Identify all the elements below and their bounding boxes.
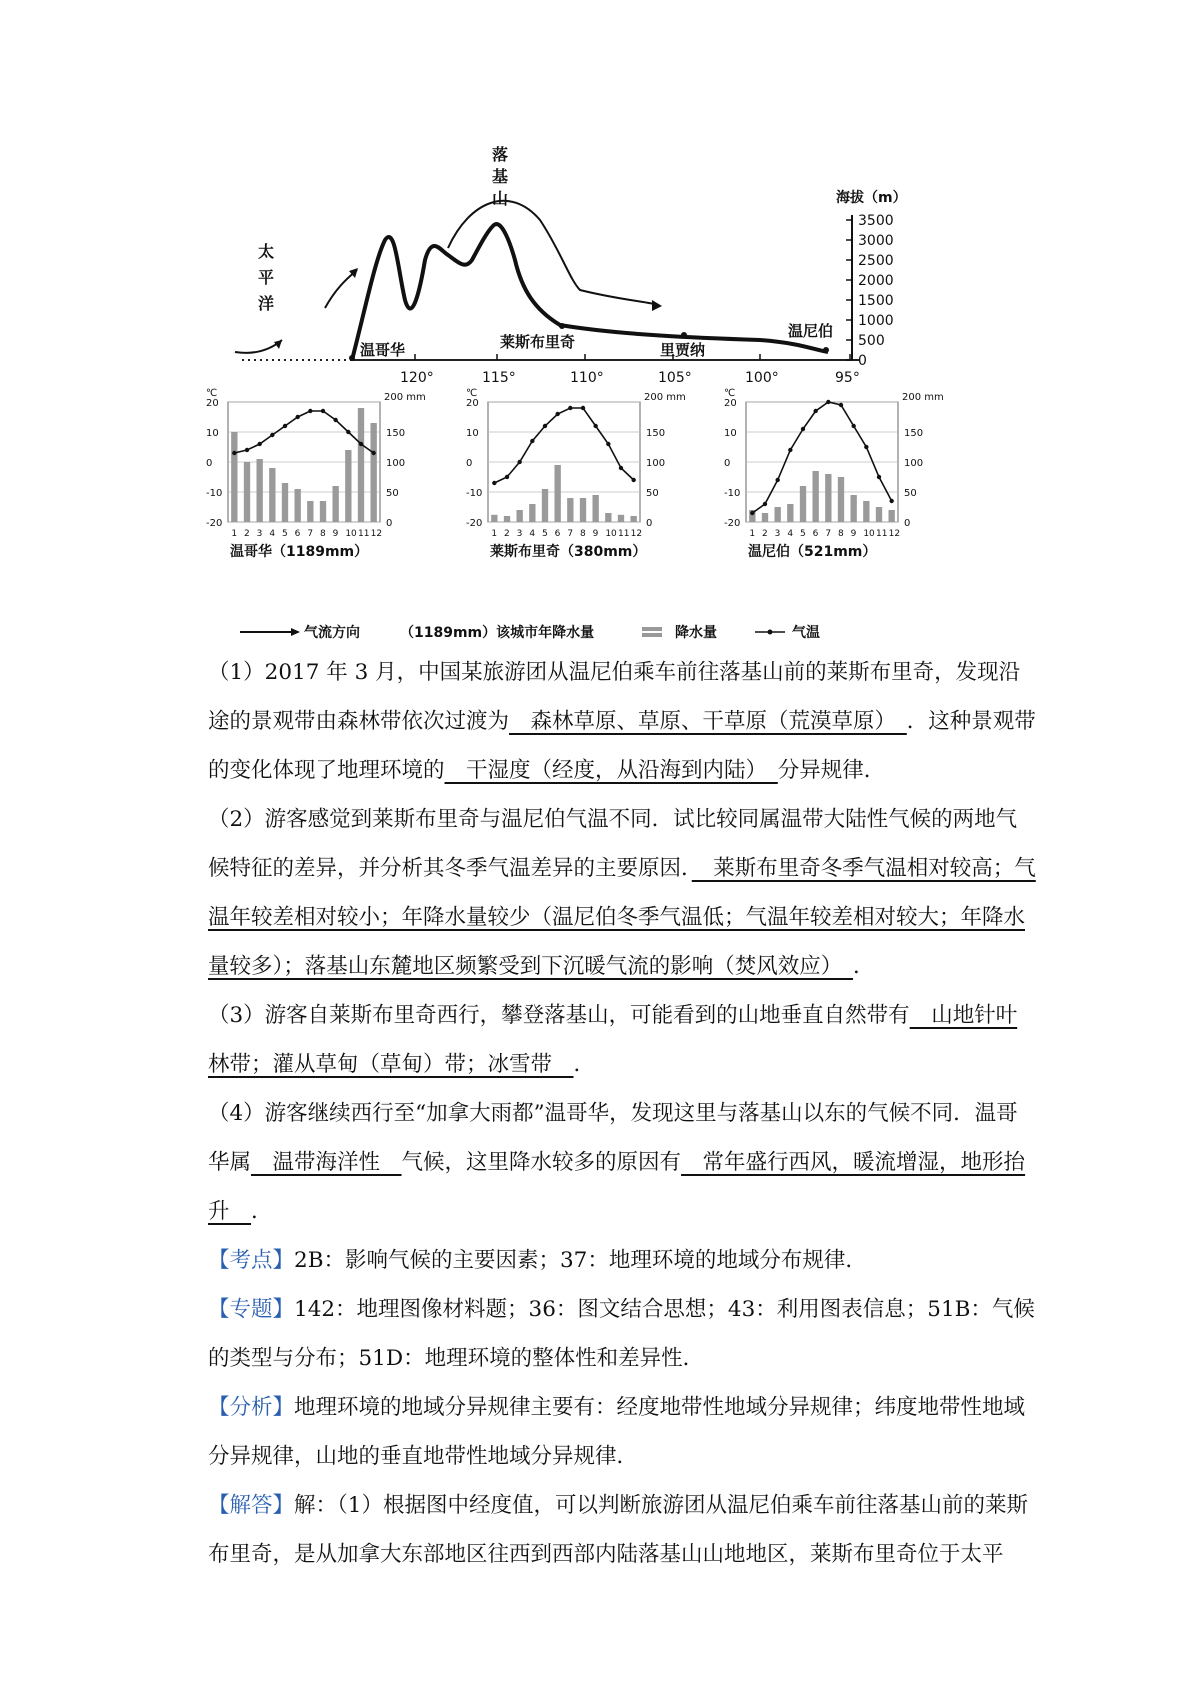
q1-answer-1: 森林草原、草原、干草原（荒漠草原） [509, 709, 907, 734]
mountain-label-1: 落 [492, 145, 509, 164]
temperature-point [333, 418, 337, 422]
temp-tick-label: 20 [466, 398, 479, 409]
precip-bar [876, 507, 882, 522]
month-tick-label: 5 [800, 529, 806, 539]
month-tick-label: 9 [592, 529, 599, 539]
month-tick-label: 7 [307, 529, 314, 539]
mountain-label-2: 基 [492, 167, 509, 186]
precip-tick-label: 50 [386, 488, 399, 499]
month-tick-label: 6 [554, 529, 561, 539]
fenxi-tag: 【分析】 [208, 1395, 295, 1420]
precip-bar [567, 498, 573, 522]
q1-text-b: ．这种景观带的变化体现了地理环境的 [208, 709, 1036, 783]
precip-bar [813, 471, 819, 522]
temperature-point [543, 424, 547, 428]
legend-airflow-label: 气流方向 [304, 625, 360, 641]
terrain-profile [235, 145, 907, 386]
temperature-point [283, 424, 287, 428]
longitude-tick-label: 110° [570, 370, 604, 386]
elevation-tick-label: 2500 [858, 253, 894, 269]
legend-temp-dot [768, 630, 773, 635]
precip-tick-label: 150 [386, 428, 406, 439]
temp-tick-label: -10 [724, 488, 741, 499]
precip-bar [307, 501, 313, 522]
elevation-tick-label: 0 [858, 353, 867, 369]
q3-answer: 山地针叶林带；灌从草甸（草甸）带；冰雪带 [208, 1003, 1018, 1077]
precip-tick-label: 150 [904, 428, 924, 439]
temp-tick-label: -20 [724, 518, 741, 529]
precip-bar [257, 459, 263, 522]
precip-bar [269, 468, 275, 522]
month-tick-label: 10 [345, 529, 357, 539]
precip-tick-label: 150 [646, 428, 666, 439]
temperature-line [494, 408, 633, 483]
month-tick-label: 2 [244, 529, 250, 539]
longitude-tick-label: 120° [400, 370, 434, 386]
precip-bar [593, 495, 599, 522]
temperature-point [359, 442, 363, 446]
temperature-point [492, 481, 496, 485]
question-4 [208, 1089, 1038, 1236]
climograph-caption: 温尼伯（521mm） [748, 544, 877, 560]
legend-precip-label: 降水量 [675, 625, 717, 641]
ocean-label-3: 洋 [258, 294, 275, 313]
elevation-tick-label: 3000 [858, 233, 894, 249]
month-tick-label: 8 [838, 529, 844, 539]
precip-bar [580, 498, 586, 522]
precip-tick-label: 0 [646, 518, 653, 529]
temperature-point [371, 451, 375, 455]
precip-bar [517, 510, 523, 522]
precip-bar [618, 515, 624, 522]
precip-bar [605, 513, 611, 522]
precip-bar [244, 462, 250, 522]
question-3 [208, 991, 1038, 1089]
mountain-label-3: 山 [492, 189, 509, 208]
temperature-point [631, 478, 635, 482]
city-label-regina: 里贾纳 [660, 341, 706, 359]
precip-unit-label: 200 mm [902, 392, 944, 403]
elevation-ticks [846, 213, 894, 369]
legend [240, 624, 820, 641]
temp-tick-label: 20 [206, 398, 219, 409]
temperature-point [530, 439, 534, 443]
temperature-point [877, 475, 881, 479]
temperature-point [826, 400, 830, 404]
q4-text-b: 气候，这里降水较多的原因有 [401, 1150, 682, 1175]
ocean-label-1: 太 [258, 242, 275, 261]
month-tick-label: 4 [529, 529, 536, 539]
month-tick-label: 4 [787, 529, 794, 539]
lethbridge-point [559, 323, 565, 329]
temperature-point [232, 451, 236, 455]
q2-answer: 莱斯布里奇冬季气温相对较高；气温年较差相对较小；年降水量较少（温尼伯冬季气温低；气温年较差相对较大；年降水量较多）；落基山东麓地区频繁受到下沉暖气流的影响（焚风效应） [208, 856, 1036, 979]
question-2 [208, 795, 1038, 991]
month-tick-label: 9 [332, 529, 339, 539]
temperature-point [581, 406, 585, 410]
temperature-point [346, 430, 350, 434]
precip-bar [762, 513, 768, 522]
q2-text-b: ． [853, 954, 875, 979]
kaodian-text: 2B：影响气候的主要因素；37：地理环境的地域分布规律． [294, 1248, 867, 1273]
month-tick-label: 1 [749, 529, 756, 539]
climograph-caption: 莱斯布里奇（380mm） [490, 544, 647, 560]
elevation-axis-title: 海拔（m） [836, 190, 907, 206]
temperature-point [801, 427, 805, 431]
temp-unit-label: ℃ [724, 388, 736, 399]
precip-bar [231, 432, 237, 522]
q1-answer-2: 干湿度（经度，从沿海到内陆） [444, 758, 778, 783]
q3-text-a: （3）游客自莱斯布里奇西行，攀登落基山，可能看到的山地垂直自然带有 [208, 1003, 910, 1028]
q4-text-c: ． [251, 1199, 273, 1224]
month-tick-label: 11 [876, 529, 888, 539]
zhuanti-tag: 【专题】 [208, 1297, 295, 1322]
precip-bar [320, 501, 326, 522]
climograph-panel [466, 388, 686, 560]
temperature-point [839, 403, 843, 407]
q4-text-a: （4）游客继续西行至“加拿大雨都”温哥华，发现这里与落基山以东的气候不同．温哥华属 [208, 1101, 1018, 1175]
precip-unit-label: 200 mm [644, 392, 686, 403]
precip-bar [491, 515, 497, 522]
fenxi-section [208, 1383, 1038, 1481]
temperature-point [245, 448, 249, 452]
zhuanti-section [208, 1285, 1038, 1383]
precip-tick-label: 100 [646, 458, 666, 469]
legend-precip-swatch [642, 627, 662, 631]
month-tick-label: 8 [320, 529, 326, 539]
precip-bar [889, 510, 895, 522]
elevation-tick-label: 1500 [858, 293, 894, 309]
temperature-point [568, 406, 572, 410]
city-label-winnipeg: 温尼伯 [788, 322, 834, 340]
precip-bar [863, 501, 869, 522]
q2-text-a: （2）游客感觉到莱斯布里奇与温尼伯气温不同．试比较同属温带大陆性气候的两地气候特征的差异，并分析其冬季气温差异的主要原因． [208, 807, 1018, 881]
airflow-arrow-west-slope [325, 270, 357, 308]
q3-text-b: ． [573, 1052, 596, 1077]
precip-tick-label: 0 [904, 518, 911, 529]
month-tick-label: 6 [294, 529, 301, 539]
temperature-point [851, 424, 855, 428]
temperature-point [517, 460, 521, 464]
jieda-section [208, 1481, 1038, 1579]
question-1 [208, 648, 1038, 795]
zhuanti-text: 142：地理图像材料题；36：图文结合思想；43：利用图表信息；51B：气候的类型与分布；51D：地理环境的整体性和差异性． [208, 1297, 1035, 1371]
temp-tick-label: 10 [724, 428, 737, 439]
precip-tick-label: 50 [646, 488, 659, 499]
month-tick-label: 3 [256, 529, 263, 539]
month-tick-label: 9 [850, 529, 857, 539]
q4-answer-2: 常年盛行西风，暖流增湿，地形抬升 [208, 1150, 1026, 1224]
precip-bar [282, 483, 288, 522]
precip-bar [631, 516, 637, 522]
temperature-point [270, 433, 274, 437]
month-tick-label: 5 [542, 529, 548, 539]
precip-bar [333, 486, 339, 522]
jieda-text: 解：（1）根据图中经度值，可以判断旅游团从温尼伯乘车前往落基山前的莱斯布里奇，是从加拿大东部地区往西到西部内陆落基山山地地区，莱斯布里奇位于太平 [208, 1493, 1028, 1567]
precip-bar [825, 474, 831, 522]
city-label-vancouver: 温哥华 [360, 341, 406, 359]
temperature-point [864, 445, 868, 449]
geography-figure [200, 140, 1000, 650]
legend-airflow-arrow-icon [291, 628, 300, 636]
temp-tick-label: 20 [724, 398, 737, 409]
precip-tick-label: 100 [386, 458, 406, 469]
arrowhead [652, 300, 662, 311]
precip-bar [851, 495, 857, 522]
precip-bar [371, 423, 377, 522]
precip-unit-label: 200 mm [384, 392, 426, 403]
month-tick-label: 5 [282, 529, 288, 539]
month-tick-label: 1 [491, 529, 498, 539]
temperature-point [813, 409, 817, 413]
q1-text-a: （1）2017 年 3 月，中国某旅游团从温尼伯乘车前往落基山前的莱斯布里奇，发现沿途的景观带由森林带依次过渡为 [208, 660, 1021, 734]
temperature-point [750, 511, 754, 515]
precip-tick-label: 100 [904, 458, 924, 469]
temperature-point [593, 424, 597, 428]
vancouver-point [349, 355, 355, 361]
temperature-point [619, 466, 623, 470]
city-label-lethbridge: 莱斯布里奇 [500, 333, 576, 351]
temperature-point [308, 409, 312, 413]
longitude-tick-label: 115° [482, 370, 516, 386]
month-tick-label: 10 [605, 529, 617, 539]
q4-answer-1: 温带海洋性 [251, 1150, 402, 1175]
temperature-point [555, 412, 559, 416]
temp-unit-label: ℃ [466, 388, 478, 399]
month-tick-label: 7 [567, 529, 574, 539]
precip-bar [295, 489, 301, 522]
temperature-point [321, 409, 325, 413]
precip-tick-label: 50 [904, 488, 917, 499]
jieda-tag: 【解答】 [208, 1493, 295, 1518]
regina-point [681, 332, 687, 338]
temp-tick-label: -20 [466, 518, 483, 529]
month-tick-label: 10 [863, 529, 875, 539]
precip-bar [345, 450, 351, 522]
precip-bar [800, 486, 806, 522]
climograph-panel [206, 388, 426, 560]
temperature-point [788, 448, 792, 452]
temp-tick-label: 10 [466, 428, 479, 439]
precip-bar [787, 504, 793, 522]
temperature-point [295, 415, 299, 419]
kaodian-section [208, 1236, 1038, 1285]
longitude-tick-label: 105° [658, 370, 692, 386]
month-tick-label: 4 [269, 529, 276, 539]
legend-temp-label: 气温 [792, 625, 820, 641]
temperature-line [752, 402, 891, 513]
month-tick-label: 3 [516, 529, 523, 539]
elevation-tick-label: 2000 [858, 273, 894, 289]
temperature-point [257, 442, 261, 446]
temp-tick-label: 10 [206, 428, 219, 439]
temperature-point [775, 478, 779, 482]
temp-tick-label: -10 [466, 488, 483, 499]
temp-tick-label: 0 [724, 458, 731, 469]
precip-bar [529, 504, 535, 522]
legend-annual-precip-label: （1189mm）该城市年降水量 [400, 625, 595, 641]
precip-bar [775, 507, 781, 522]
temperature-point [606, 442, 610, 446]
month-tick-label: 12 [630, 529, 643, 539]
fenxi-text: 地理环境的地域分异规律主要有：经度地带性地域分异规律；纬度地带性地域分异规律，山地的垂直地带性地域分异规律． [208, 1395, 1026, 1469]
month-tick-label: 1 [231, 529, 238, 539]
temp-tick-label: -20 [206, 518, 223, 529]
elevation-tick-label: 3500 [858, 213, 894, 229]
precip-bar [542, 489, 548, 522]
temperature-point [763, 502, 767, 506]
precip-tick-label: 0 [386, 518, 393, 529]
precip-bar [838, 477, 844, 522]
temp-tick-label: -10 [206, 488, 223, 499]
precip-bar [555, 465, 561, 522]
month-tick-label: 2 [762, 529, 768, 539]
elevation-tick-label: 1000 [858, 313, 894, 329]
legend-precip-swatch [642, 633, 662, 637]
longitude-tick-label: 100° [745, 370, 779, 386]
precip-bar [358, 408, 364, 522]
climographs [206, 388, 944, 560]
kaodian-tag: 【考点】 [208, 1248, 295, 1273]
month-tick-label: 12 [888, 529, 901, 539]
climograph-panel [724, 388, 944, 560]
month-tick-label: 2 [504, 529, 510, 539]
month-tick-label: 11 [358, 529, 370, 539]
month-tick-label: 3 [774, 529, 781, 539]
temperature-point [505, 475, 509, 479]
elevation-tick-label: 500 [858, 333, 885, 349]
temp-tick-label: 0 [466, 458, 473, 469]
temp-tick-label: 0 [206, 458, 213, 469]
document-body [208, 648, 1038, 1579]
month-tick-label: 11 [618, 529, 630, 539]
month-tick-label: 6 [812, 529, 819, 539]
month-tick-label: 8 [580, 529, 586, 539]
q1-text-c: 分异规律． [777, 758, 886, 783]
longitude-ticks [400, 354, 860, 386]
month-tick-label: 7 [825, 529, 832, 539]
longitude-tick-label: 95° [835, 370, 860, 386]
temp-unit-label: ℃ [206, 388, 218, 399]
winnipeg-point [823, 347, 829, 353]
airflow-arrow-lee-side [448, 201, 658, 305]
temperature-point [889, 499, 893, 503]
ocean-label-2: 平 [258, 268, 275, 287]
precip-bar [504, 516, 510, 522]
climograph-caption: 温哥华（1189mm） [230, 544, 369, 560]
month-tick-label: 12 [370, 529, 383, 539]
profile-and-climographs [200, 140, 1000, 650]
